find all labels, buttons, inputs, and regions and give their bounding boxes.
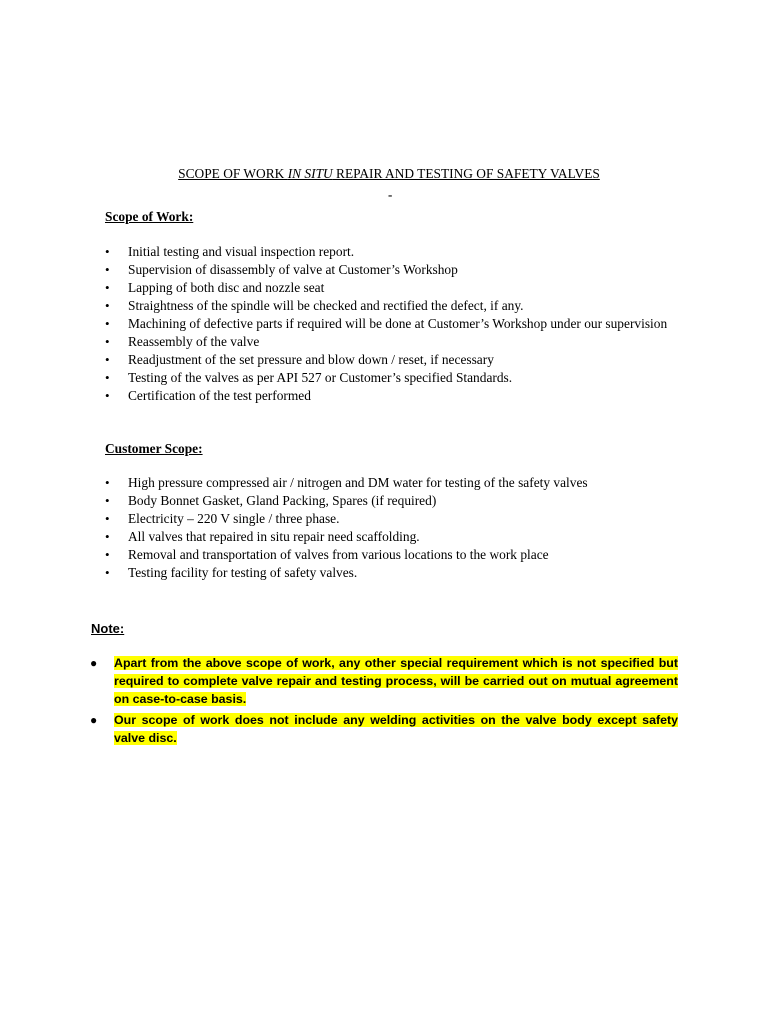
list-item: • Body Bonnet Gasket, Gland Packing, Spares (if required) <box>105 493 437 508</box>
title-italic: IN SITU <box>287 166 333 181</box>
title-part-1: SCOPE OF WORK <box>178 166 288 181</box>
list-item: • Certification of the test performed <box>105 388 311 403</box>
highlighted-note-text: Our scope of work does not include any welding activities on the valve body except safety valve disc. <box>114 713 678 745</box>
list-item: • Lapping of both disc and nozzle seat <box>105 280 325 295</box>
bullet-icon: • <box>105 316 110 331</box>
list-item: • Initial testing and visual inspection report. <box>105 244 355 259</box>
bullet-icon: • <box>105 352 110 367</box>
bullet-icon: • <box>105 547 110 562</box>
bullet-icon: • <box>105 493 110 508</box>
list-item: • All valves that repaired in situ repair need scaffolding. <box>105 529 420 544</box>
bullet-icon: • <box>105 244 110 259</box>
list-item: • Electricity – 220 V single / three phase. <box>105 511 340 526</box>
list-item: • High pressure compressed air / nitrogen and DM water for testing of the safety valves <box>105 475 588 490</box>
list-item: • Testing facility for testing of safety valves. <box>105 565 358 580</box>
scope-of-work-list <box>105 243 673 405</box>
list-item: • Testing of the valves as per API 527 or Customer’s specified Standards. <box>105 370 513 385</box>
scope-of-work-heading: Scope of Work: <box>105 209 194 224</box>
list-item: • Readjustment of the set pressure and blow down / reset, if necessary <box>105 352 494 367</box>
title-dash: - <box>388 187 393 202</box>
bullet-icon: • <box>105 370 110 385</box>
note-item <box>90 654 678 708</box>
bullet-icon: • <box>105 565 110 580</box>
list-item: • Straightness of the spindle will be checked and rectified the defect, if any. <box>105 298 524 313</box>
bullet-icon: • <box>105 388 110 403</box>
bullet-icon: • <box>105 334 110 349</box>
title-part-2: REPAIR AND TESTING OF SAFETY VALVES <box>332 166 600 181</box>
list-item: • Removal and transportation of valves from various locations to the work place <box>105 547 549 562</box>
bullet-icon: • <box>105 511 110 526</box>
bullet-icon: • <box>105 298 110 313</box>
bullet-icon: • <box>105 529 110 544</box>
note-list <box>90 654 678 750</box>
list-item: • Reassembly of the valve <box>105 334 260 349</box>
bullet-icon: ● <box>90 656 98 670</box>
customer-scope-heading: Customer Scope: <box>105 441 203 456</box>
bullet-icon: ● <box>90 713 98 727</box>
highlighted-note-text: Apart from the above scope of work, any other special requirement which is not specified but required to complete valve repair and testing process, will be carried out on mutual agreement on case-to-case basis. <box>114 656 678 706</box>
list-item: • Supervision of disassembly of valve at Customer’s Workshop <box>105 262 458 277</box>
note-heading: Note: <box>91 621 125 636</box>
document-title <box>0 165 768 183</box>
customer-scope-list <box>105 474 673 582</box>
list-item: • Machining of defective parts if required will be done at Customer’s Workshop under our supervision <box>105 316 668 331</box>
bullet-icon: • <box>105 262 110 277</box>
bullet-icon: • <box>105 280 110 295</box>
note-item <box>90 711 678 747</box>
bullet-icon: • <box>105 475 110 490</box>
